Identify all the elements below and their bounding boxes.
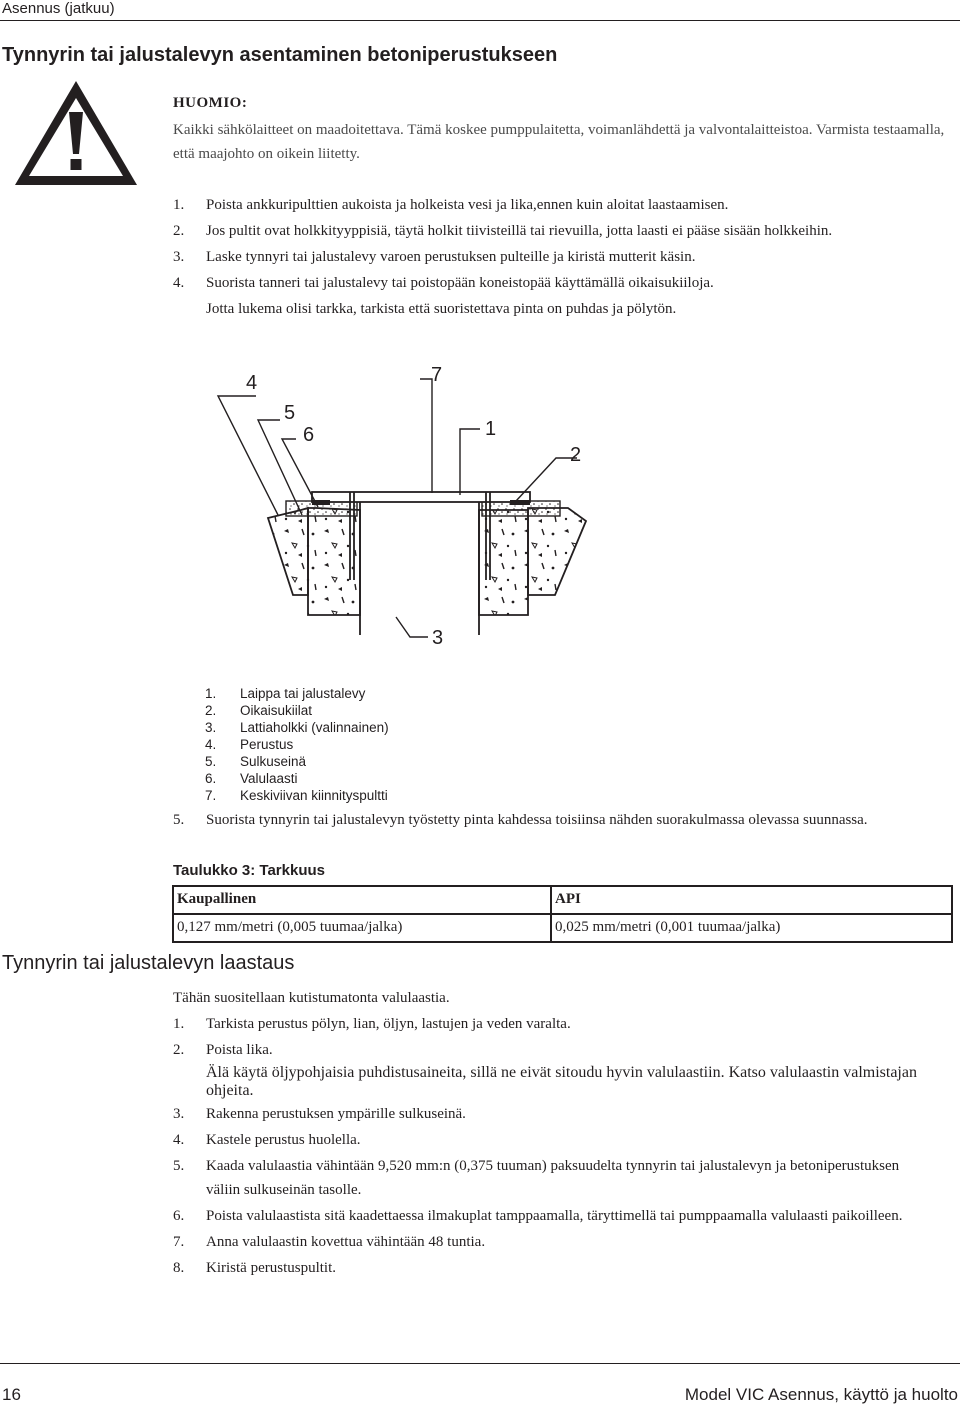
list-item: 3. Rakenna perustuksen ympärille sulkuseinä. <box>173 1106 466 1122</box>
list-item: 5. Kaada valulaastia vähintään 9,520 mm:n (0,375 tuuman) paksuudelta tynnyrin tai jalustalevyn ja betoniperustuksen väliin sulkuseinän tasolle. <box>173 1158 900 1198</box>
list-item: 4. Perustus <box>205 737 294 752</box>
table-row <box>173 914 952 942</box>
table-caption: Taulukko 3: Tarkkuus <box>173 862 325 879</box>
page-title: Tynnyrin tai jalustalevyn asentaminen betoniperustukseen <box>2 44 558 66</box>
table-cell: 0,127 mm/metri (0,005 tuumaa/jalka) <box>173 914 551 942</box>
section-title: Tynnyrin tai jalustalevyn laastaus <box>2 952 295 974</box>
list-item: 1. Tarkista perustus pölyn, lian, öljyn, lastujen ja veden varalta. <box>173 1016 571 1032</box>
table-header-cell: API <box>551 886 952 914</box>
accuracy-table <box>172 885 953 943</box>
table-header-cell: Kaupallinen <box>173 886 551 914</box>
callout-5: 5 <box>284 402 296 424</box>
foundation-diagram <box>200 355 620 655</box>
list-item: 5. Sulkuseinä <box>205 754 307 769</box>
callout-1: 1 <box>485 418 497 440</box>
note-text: Kaikki sähkölaitteet on maadoitettava. Tämä koskee pumppulaitetta, voimanlähdettä ja valvontalaitteistoa. Varmista testaamalla, että maajohto on oikein liitetty. <box>173 122 945 162</box>
callout-3: 3 <box>432 627 444 649</box>
list-item: 7. Anna valulaastin kovettua vähintään 48 tuntia. <box>173 1234 486 1250</box>
header-rule <box>0 20 960 21</box>
callout-4: 4 <box>246 372 258 394</box>
section-label: Asennus (jatkuu) <box>2 0 115 17</box>
footer-rule <box>0 1363 960 1364</box>
list-item: 1. Laippa tai jalustalevy <box>205 686 366 701</box>
intro-text: Tähän suositellaan kutistumatonta valulaastia. <box>173 990 450 1006</box>
list-item: 8. Kiristä perustuspultit. <box>173 1260 336 1276</box>
list-item: 5. Suorista tynnyrin tai jalustalevyn työstetty pinta kahdessa toisiinsa nähden suorakulmassa olevassa suunnassa. <box>173 812 868 828</box>
step-note: Älä käytä öljypohjaisia puhdistusaineita, sillä ne eivät sitoudu hyvin valulaastiin. Katso valulaastin valmistajan ohjeita. <box>206 1064 917 1099</box>
warning-icon <box>12 78 140 188</box>
install-step-5 <box>173 808 953 832</box>
install-steps <box>173 193 953 321</box>
callout-2: 2 <box>570 444 582 466</box>
list-item: 6. Poista valulaastista sitä kaadettaessa ilmakuplat tamppaamalla, täryttimellä tai pumppaamalla valulaasti paikoilleen. <box>173 1208 903 1224</box>
callout-7: 7 <box>431 364 443 386</box>
list-item: 3. Lattiaholkki (valinnainen) <box>205 720 389 735</box>
document-title: Model VIC Asennus, käyttö ja huolto <box>684 1385 958 1404</box>
list-item: 2. Oikaisukiilat <box>205 703 313 718</box>
list-item: 6. Valulaasti <box>205 771 298 786</box>
list-item: 4. Kastele perustus huolella. <box>173 1132 361 1148</box>
list-item: 2. Poista lika. <box>173 1042 273 1058</box>
grouting-steps <box>173 1012 933 1282</box>
list-item: 4. Suorista tanneri tai jalustalevy tai poistopään koneistopää käyttämällä oikaisukiiloja. <box>173 275 714 291</box>
figure-legend <box>205 685 389 804</box>
callout-6: 6 <box>303 424 315 446</box>
table-cell: 0,025 mm/metri (0,001 tuumaa/jalka) <box>551 914 952 942</box>
page-number: 16 <box>2 1385 21 1404</box>
list-item: 2. Jos pultit ovat holkkityyppisiä, täytä holkit tiivisteillä tai rievuilla, jotta laasti ei pääse sisään holkkeihin. <box>173 223 833 239</box>
note-heading: HUOMIO: <box>173 95 248 111</box>
list-item: 7. Keskiviivan kiinnityspultti <box>205 788 388 803</box>
list-item: 3. Laske tynnyri tai jalustalevy varoen perustuksen pulteille ja kiristä mutterit käsin. <box>173 249 696 265</box>
step-note: Jotta lukema olisi tarkka, tarkista että suoristettava pinta on puhdas ja pölytön. <box>206 301 677 317</box>
list-item: 1. Poista ankkuripulttien aukoista ja holkeista vesi ja lika,ennen kuin aloitat laastaamisen. <box>173 197 729 213</box>
table-header-row <box>173 886 952 914</box>
